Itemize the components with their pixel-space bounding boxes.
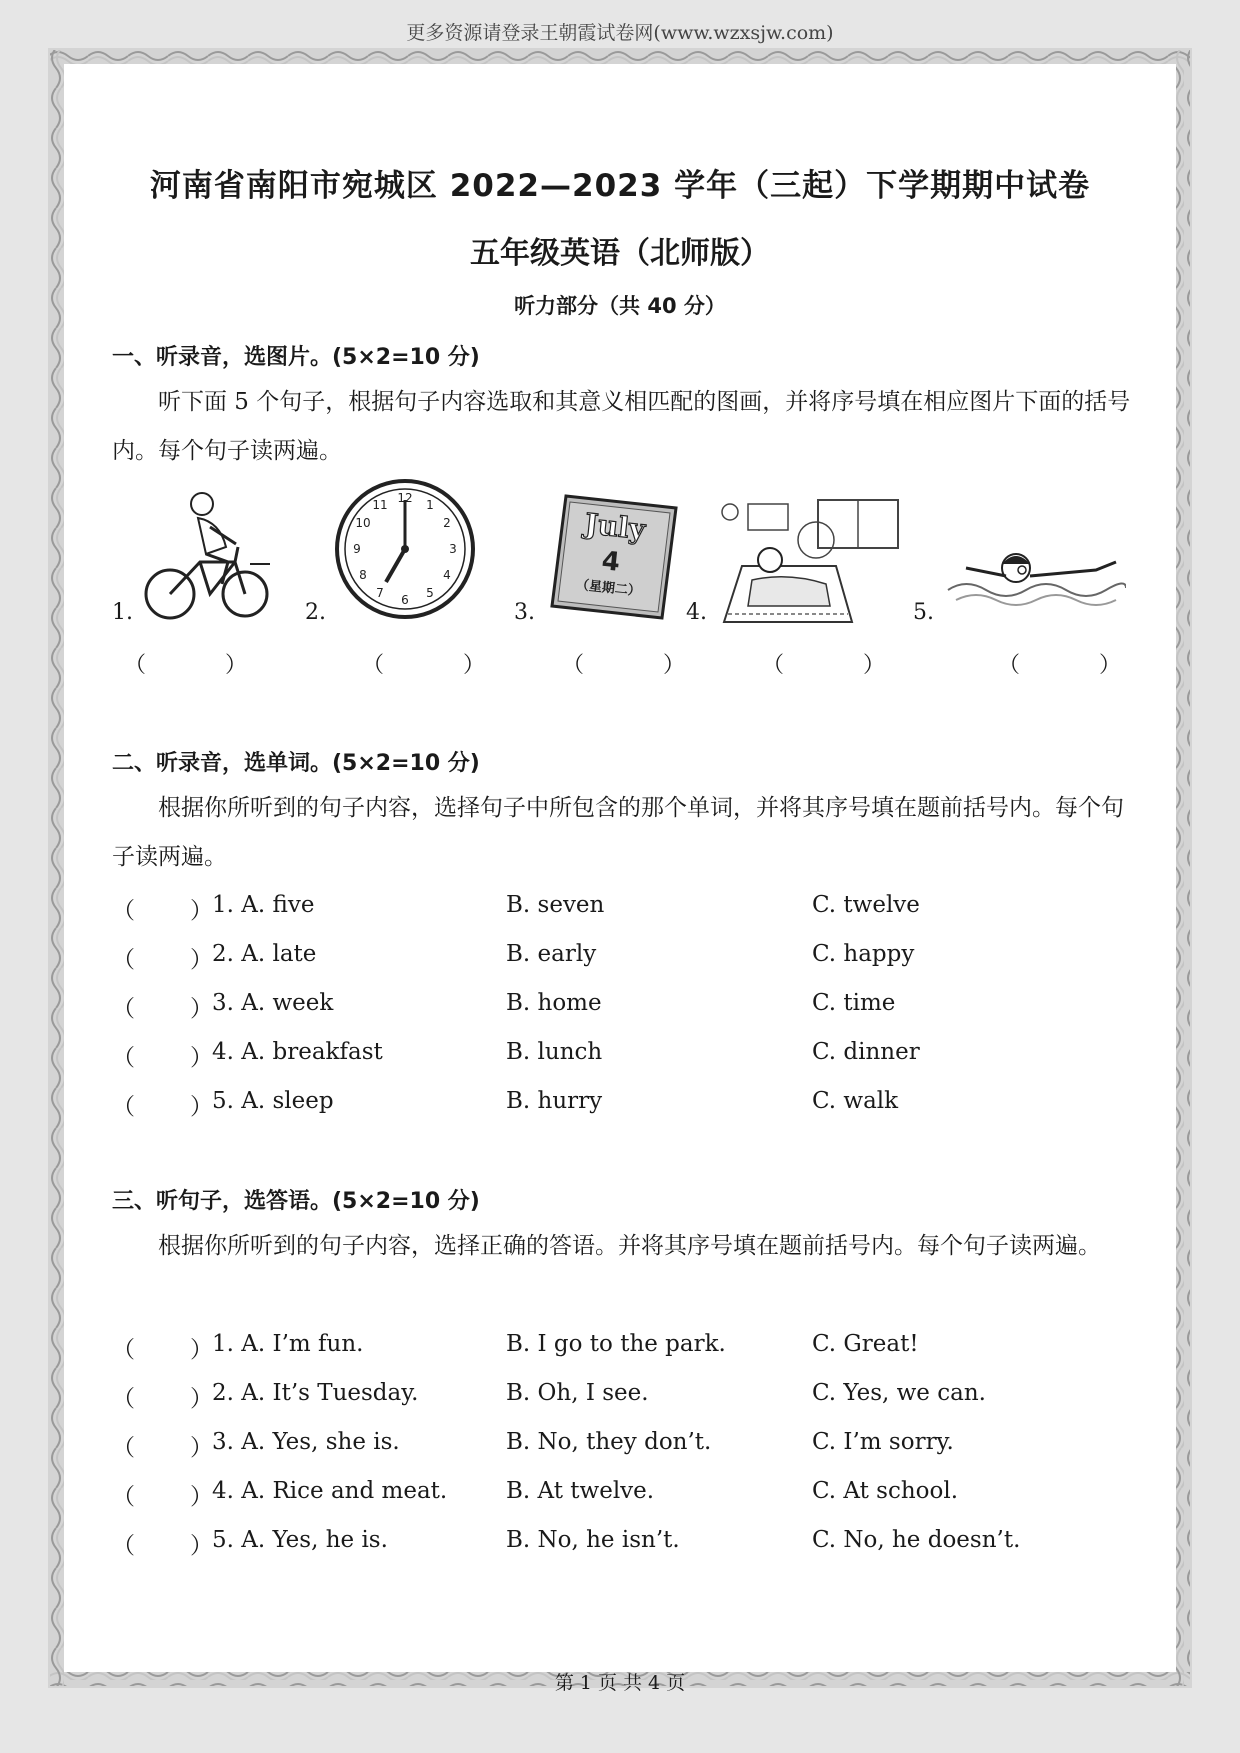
open-paren[interactable]: （ bbox=[112, 1337, 135, 1363]
question-row bbox=[112, 1088, 1132, 1128]
option-a: 4. A. breakfast bbox=[212, 1039, 383, 1065]
option-b: B. early bbox=[506, 941, 597, 967]
option-c: C. time bbox=[812, 990, 896, 1016]
close-paren: ） bbox=[190, 1337, 213, 1363]
option-c: C. dinner bbox=[812, 1039, 920, 1065]
question-row bbox=[112, 1331, 1132, 1371]
option-c: C. happy bbox=[812, 941, 915, 967]
question-row bbox=[112, 1380, 1132, 1420]
option-a: 2. A. It’s Tuesday. bbox=[212, 1380, 419, 1406]
open-paren[interactable]: （ bbox=[112, 1533, 135, 1559]
option-b: B. seven bbox=[506, 892, 605, 918]
svg-text:12: 12 bbox=[397, 491, 413, 505]
svg-text:10: 10 bbox=[355, 516, 371, 530]
svg-text:4: 4 bbox=[443, 568, 451, 582]
calendar-icon bbox=[548, 492, 678, 622]
option-a: 3. A. Yes, she is. bbox=[212, 1429, 400, 1455]
clock-icon bbox=[334, 478, 476, 620]
option-b: B. Oh, I see. bbox=[506, 1380, 649, 1406]
close-paren: ） bbox=[190, 996, 213, 1022]
picture-number: 4. bbox=[686, 600, 707, 625]
close-paren: ） bbox=[190, 1533, 213, 1559]
answer-parentheses[interactable]: （ ） bbox=[998, 653, 1157, 678]
close-paren: ） bbox=[190, 1435, 213, 1461]
question-row bbox=[112, 1039, 1132, 1079]
svg-text:4: 4 bbox=[600, 546, 622, 578]
close-paren: ） bbox=[190, 898, 213, 924]
boy-riding-bike-icon bbox=[140, 492, 274, 622]
option-a: 4. A. Rice and meat. bbox=[212, 1478, 448, 1504]
option-c: C. I’m sorry. bbox=[812, 1429, 954, 1455]
close-paren: ） bbox=[190, 1094, 213, 1120]
section2-instruction: 根据你所听到的句子内容，选择句子中所包含的那个单词，并将其序号填在题前括号内。每个句子读两遍。 bbox=[112, 795, 1124, 870]
option-a: 1. A. I’m fun. bbox=[212, 1331, 364, 1357]
option-b: B. No, they don’t. bbox=[506, 1429, 712, 1455]
exam-title: 河南省南阳市宛城区 2022—2023 学年（三起）下学期期中试卷 bbox=[149, 168, 1091, 204]
svg-text:（星期二）: （星期二） bbox=[575, 577, 642, 600]
answer-parentheses[interactable]: （ ） bbox=[762, 653, 921, 678]
open-paren[interactable]: （ bbox=[112, 1094, 135, 1120]
option-b: B. I go to the park. bbox=[506, 1331, 726, 1357]
svg-text:11: 11 bbox=[372, 498, 388, 512]
question-row bbox=[112, 941, 1132, 981]
answer-parentheses[interactable]: （ ） bbox=[362, 653, 521, 678]
listening-part-heading: 听力部分（共 40 分） bbox=[514, 294, 726, 318]
swimmer-icon bbox=[946, 540, 1126, 610]
header-note: 更多资源请登录王朝霞试卷网(www.wzxsjw.com) bbox=[406, 22, 834, 44]
answer-parentheses[interactable]: （ ） bbox=[562, 653, 721, 678]
svg-text:July: July bbox=[583, 506, 647, 547]
option-a: 1. A. five bbox=[212, 892, 315, 918]
open-paren[interactable]: （ bbox=[112, 1435, 135, 1461]
section2-heading: 二、听录音，选单词。(5×2=10 分) bbox=[112, 751, 480, 776]
answer-parentheses[interactable]: （ ） bbox=[124, 653, 283, 678]
page-footer: 第 1 页 共 4 页 bbox=[554, 1672, 686, 1694]
option-c: C. Great! bbox=[812, 1331, 919, 1357]
close-paren: ） bbox=[190, 1045, 213, 1071]
option-b: B. At twelve. bbox=[506, 1478, 655, 1504]
option-a: 2. A. late bbox=[212, 941, 317, 967]
svg-text:8: 8 bbox=[359, 568, 367, 582]
close-paren: ） bbox=[190, 947, 213, 973]
exam-subtitle: 五年级英语（北师版） bbox=[470, 236, 770, 271]
svg-text:2: 2 bbox=[443, 516, 451, 530]
option-b: B. No, he isn’t. bbox=[506, 1527, 680, 1553]
svg-text:7: 7 bbox=[376, 586, 384, 600]
question-row bbox=[112, 1429, 1132, 1469]
svg-text:6: 6 bbox=[401, 593, 409, 607]
close-paren: ） bbox=[190, 1484, 213, 1510]
open-paren[interactable]: （ bbox=[112, 1386, 135, 1412]
section3-instruction: 根据你所听到的句子内容，选择正确的答语。并将其序号填在题前括号内。每个句子读两遍。 bbox=[158, 1233, 1101, 1259]
option-b: B. home bbox=[506, 990, 602, 1016]
option-a: 5. A. sleep bbox=[212, 1088, 334, 1114]
open-paren[interactable]: （ bbox=[112, 947, 135, 973]
option-c: C. At school. bbox=[812, 1478, 959, 1504]
question-row bbox=[112, 990, 1132, 1030]
close-paren: ） bbox=[190, 1386, 213, 1412]
option-c: C. Yes, we can. bbox=[812, 1380, 986, 1406]
picture-number: 2. bbox=[305, 600, 326, 625]
open-paren[interactable]: （ bbox=[112, 1484, 135, 1510]
option-c: C. walk bbox=[812, 1088, 899, 1114]
section1-heading: 一、听录音，选图片。(5×2=10 分) bbox=[112, 345, 480, 370]
open-paren[interactable]: （ bbox=[112, 1045, 135, 1071]
question-row bbox=[112, 1478, 1132, 1518]
question-row bbox=[112, 892, 1132, 932]
picture-number: 3. bbox=[514, 600, 535, 625]
svg-text:1: 1 bbox=[426, 498, 434, 512]
open-paren[interactable]: （ bbox=[112, 898, 135, 924]
option-b: B. lunch bbox=[506, 1039, 603, 1065]
svg-text:9: 9 bbox=[353, 542, 361, 556]
section3-heading: 三、听句子，选答语。(5×2=10 分) bbox=[112, 1189, 480, 1214]
open-paren[interactable]: （ bbox=[112, 996, 135, 1022]
question-row bbox=[112, 1527, 1132, 1567]
picture-number: 5. bbox=[913, 600, 934, 625]
option-b: B. hurry bbox=[506, 1088, 603, 1114]
option-c: C. twelve bbox=[812, 892, 920, 918]
option-a: 5. A. Yes, he is. bbox=[212, 1527, 388, 1553]
option-a: 3. A. week bbox=[212, 990, 334, 1016]
section1-instruction: 听下面 5 个句子，根据句子内容选取和其意义相匹配的图画，并将序号填在相应图片下面的括号内。每个句子读两遍。 bbox=[112, 389, 1131, 464]
option-c: C. No, he doesn’t. bbox=[812, 1527, 1021, 1553]
boy-in-bed-icon bbox=[718, 496, 908, 624]
picture-number: 1. bbox=[112, 600, 133, 625]
svg-text:3: 3 bbox=[449, 542, 457, 556]
svg-text:5: 5 bbox=[426, 586, 434, 600]
